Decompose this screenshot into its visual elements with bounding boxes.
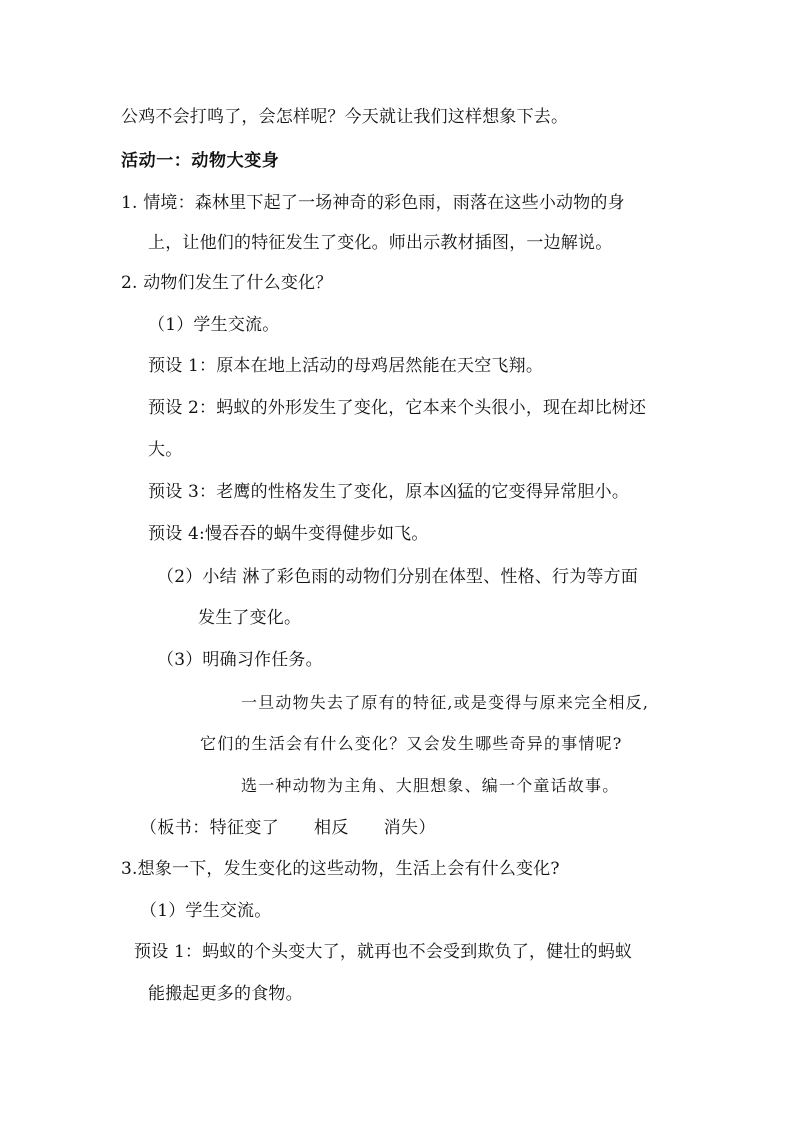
item-3-subitem-1: （1）学生交流。 xyxy=(140,901,272,921)
item-3-preset-1-line-1: 预设 1：蚂蚁的个头变大了，就再也不会受到欺负了，健壮的蚂蚁 xyxy=(134,942,633,962)
preset-2-line-2: 大。 xyxy=(148,440,183,460)
subitem-1: （1）学生交流。 xyxy=(148,315,280,335)
task-quote-line-2: 它们的生活会有什么变化？又会发生哪些奇异的事情呢? xyxy=(200,734,623,753)
item-2-heading: 2. 动物们发生了什么变化？ xyxy=(121,273,333,293)
blackboard-note: （板书：特征变了 相反 消失） xyxy=(140,818,436,838)
preset-3: 预设 3：老鹰的性格发生了变化，原本凶猛的它变得异常胆小。 xyxy=(148,482,630,502)
task-heading: （3）明确习作任务。 xyxy=(157,650,323,670)
preset-2-line-1: 预设 2：蚂蚁的外形发生了变化，它本来个头很小，现在却比树还 xyxy=(148,398,647,418)
item-3-preset-1-line-2: 能搬起更多的食物。 xyxy=(148,984,303,1004)
activity-heading: 活动一：动物大变身 xyxy=(121,151,280,171)
task-quote-line-1: 一旦动物失去了原有的特征,或是变得与原来完全相反, xyxy=(241,693,650,712)
preset-4: 预设 4:慢吞吞的蜗牛变得健步如飞。 xyxy=(148,524,429,544)
item-1-line-2: 上，让他们的特征发生了变化。师出示教材插图，一边解说。 xyxy=(148,233,613,253)
summary-line-2: 发生了变化。 xyxy=(198,608,302,628)
preset-1: 预设 1：原本在地上活动的母鸡居然能在天空飞翔。 xyxy=(148,356,544,376)
item-3-heading: 3.想象一下，发生变化的这些动物，生活上会有什么变化? xyxy=(121,859,560,879)
item-1-line-1: 1. 情境：森林里下起了一场神奇的彩色雨，雨落在这些小动物的身 xyxy=(121,193,625,213)
intro-text: 公鸡不会打鸣了，会怎样呢？今天就让我们这样想象下去。 xyxy=(121,107,569,127)
summary-line-1: （2）小结 淋了彩色雨的动物们分别在体型、性格、行为等方面 xyxy=(157,567,639,587)
task-quote-line-3: 选一种动物为主角、大胆想象、编一个童话故事。 xyxy=(241,776,620,795)
